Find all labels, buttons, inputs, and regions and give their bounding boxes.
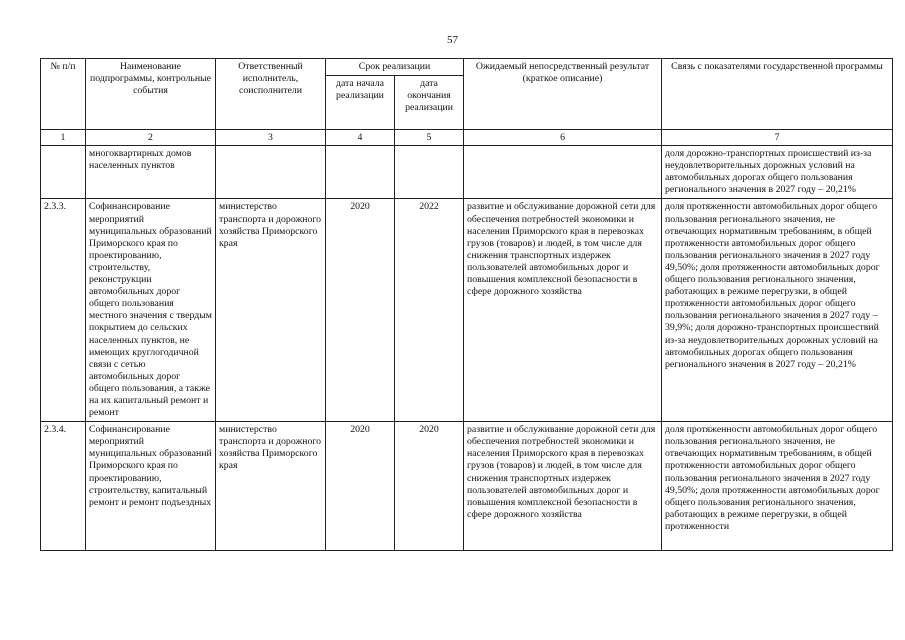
row-executor xyxy=(216,422,326,551)
row-result: развитие и обслуживание дорожной сети для обеспечения потребностей экономики и населения Приморского края в перевозках грузов (товаров) и людей, в том числе для снижения транспортных издержек пользователей автомобильных дорог и повышения комплексной безопасности в сфере дорожного хозяйства xyxy=(464,199,662,422)
row-name: многоквартирных домов населенных пунктов xyxy=(86,146,216,199)
page-number: 57 xyxy=(447,34,458,46)
header-col-start: дата начала реализации xyxy=(326,76,395,130)
row-start-year-text: 2020 xyxy=(350,424,370,436)
row-end-year-text: 2020 xyxy=(419,424,439,436)
header-col-link: Связь с показателями государственной программы xyxy=(662,59,893,130)
program-table xyxy=(40,58,893,551)
column-number: 2 xyxy=(86,130,216,146)
row-indicator-link-text: доля протяженности автомобильных дорог общего пользования регионального значения, не отвечающих нормативным требованиям, в общей протяженности автомобильных дорог общего пользования регионального значения в 2027 году 49,50%; доля протяженности автомобильных дорог общего пользования регионального значения, работающих в режиме перегрузки, в общей протяженности xyxy=(665,424,880,532)
column-number: 4 xyxy=(326,130,395,146)
row-executor: министерство транспорта и дорожного хозяйства Приморского края xyxy=(216,199,326,422)
column-number: 5 xyxy=(395,130,464,146)
row-number: 2.3.3. xyxy=(41,199,86,422)
column-number: 7 xyxy=(662,130,893,146)
header-col-name: Наименование подпрограммы, контрольные события xyxy=(86,59,216,130)
header-col-end: дата окончания реализации xyxy=(395,76,464,130)
header-row xyxy=(41,59,893,76)
table-row xyxy=(41,422,893,551)
column-number: 3 xyxy=(216,130,326,146)
row-start-year xyxy=(326,146,395,199)
row-number xyxy=(41,422,86,551)
row-start-year: 2020 xyxy=(326,199,395,422)
column-number: 1 xyxy=(41,130,86,146)
row-name xyxy=(86,422,216,551)
row-end-year xyxy=(395,422,464,551)
row-number xyxy=(41,146,86,199)
row-result-text: развитие и обслуживание дорожной сети для обеспечения потребностей экономики и населения Приморского края в перевозках грузов (товаров) и людей, в том числе для снижения транспортных издержек пользователей автомобильных дорог и повышения комплексной безопасности в сфере дорожного хозяйства xyxy=(467,424,656,520)
header-col-period: Срок реализации xyxy=(326,59,464,76)
column-number-row xyxy=(41,130,893,146)
table-row xyxy=(41,199,893,422)
row-indicator-link xyxy=(662,422,893,551)
row-indicator-link: доля дорожно-транспортных происшествий из-за неудовлетворительных дорожных условий на автомобильных дорогах общего пользования регионального значения в 2027 году – 20,21% xyxy=(662,146,893,199)
row-start-year xyxy=(326,422,395,551)
header-col-number: № п/п xyxy=(41,59,86,130)
header-col-executor: Ответственный исполнитель, соисполнители xyxy=(216,59,326,130)
row-result xyxy=(464,422,662,551)
header-col-result: Ожидаемый непосредственный результат (краткое описание) xyxy=(464,59,662,130)
row-end-year: 2022 xyxy=(395,199,464,422)
table-row xyxy=(41,146,893,199)
row-result xyxy=(464,146,662,199)
row-indicator-link: доля протяженности автомобильных дорог общего пользования регионального значения, не отвечающих нормативным требованиям, в общей протяженности автомобильных дорог общего пользования регионального значения в 2027 году 49,50%; доля протяженности автомобильных дорог общего пользования регионального значения, работающих в режиме перегрузки, в общей протяженности автомобильных дорог общего пользования регионального значения в 2027 году – 39,9%; доля дорожно-транспортных происшествий из-за неудовлетворительных дорожных условий на автомобильных дорогах общего пользования регионального значения в 2027 году – 20,21% xyxy=(662,199,893,422)
row-end-year xyxy=(395,146,464,199)
row-executor xyxy=(216,146,326,199)
row-number-text: 2.3.4. xyxy=(44,424,67,436)
row-executor-text: министерство транспорта и дорожного хозяйства Приморского края xyxy=(219,424,322,472)
row-name-text: Софинансирование мероприятий муниципальных образований Приморского края по проектированию, строительству, капитальный ремонт и ремонт подъездных xyxy=(89,424,212,508)
row-name: Софинансирование мероприятий муниципальных образований Приморского края по проектированию, строительству, реконструкции автомобильных дорог общего пользования местного значения с твердым покрытием до сельских населенных пунктов, не имеющих круглогодичной связи с сетью автомобильных дорог общего пользования, а также на их капитальный ремонт и ремонт xyxy=(86,199,216,422)
column-number: 6 xyxy=(464,130,662,146)
